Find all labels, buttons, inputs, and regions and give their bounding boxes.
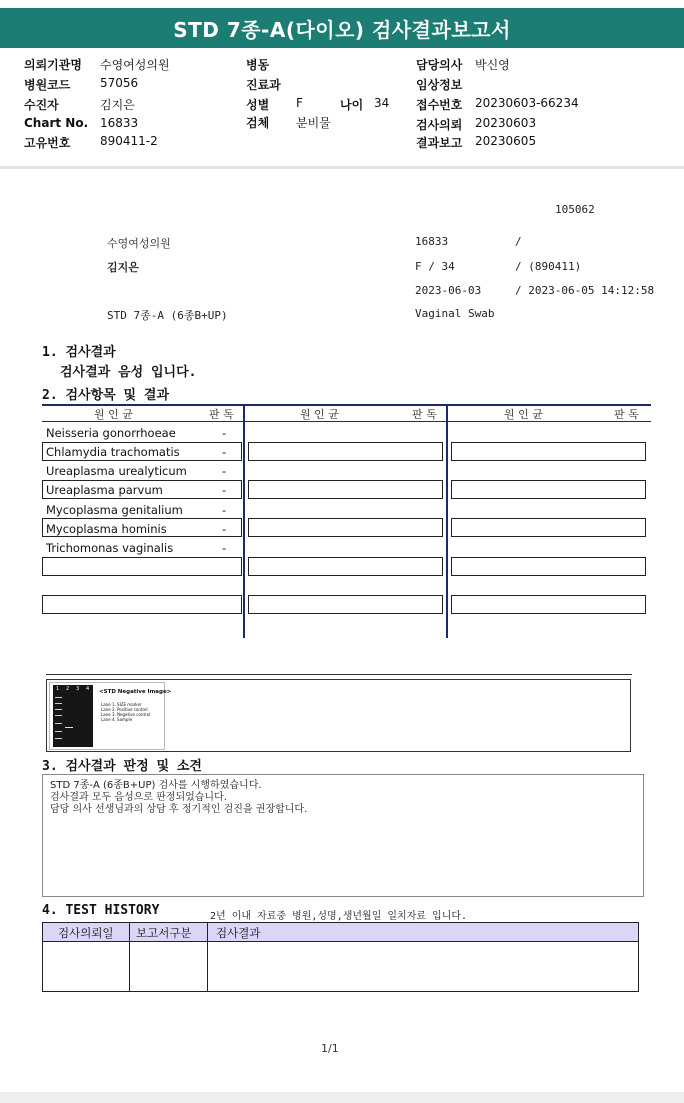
item-name: Mycoplasma genitalium	[46, 503, 183, 517]
gel-band	[55, 715, 62, 716]
history-col-result: 검사결과	[216, 926, 261, 940]
history-divider	[129, 923, 130, 991]
gel-band	[55, 738, 62, 739]
report-title: STD 7종-A(다이오) 검사결과보고서	[0, 8, 684, 48]
row-box	[248, 442, 443, 461]
label-clinic: 수영여성의원	[107, 237, 171, 250]
table-divider-1	[243, 404, 245, 638]
row-box	[451, 480, 646, 499]
col-header-organism-1: 원 인 균	[94, 408, 133, 421]
lane-number: 1	[56, 686, 60, 692]
row-box	[248, 480, 443, 499]
item-result: -	[222, 503, 227, 517]
label-test: STD 7종-A (6종B+UP)	[107, 309, 228, 322]
label-date-reported: / 2023-06-05 14:12:58	[515, 284, 655, 297]
item-name: Neisseria gonorrhoeae	[46, 426, 176, 440]
gel-band	[55, 731, 62, 732]
value-sex: F	[296, 96, 303, 110]
row-box	[451, 557, 646, 576]
gel-band	[65, 727, 73, 728]
gel-top-line	[46, 674, 632, 675]
opinion-text	[43, 775, 643, 816]
col-header-organism-3: 원 인 균	[504, 408, 543, 421]
row-box	[42, 595, 242, 614]
row-box	[248, 595, 443, 614]
label-receipt-no: 접수번호	[416, 98, 463, 112]
row-box	[451, 518, 646, 537]
section1-title: 1. 검사결과	[42, 345, 116, 360]
label-report-date: 결과보고	[416, 136, 463, 150]
label-department: 진료과	[246, 78, 281, 92]
label-request-date: 검사의뢰	[416, 118, 463, 132]
history-divider	[207, 923, 208, 991]
gel-band	[55, 703, 62, 704]
label-sex-age: F / 34	[415, 260, 455, 273]
gel-legend-item: Lane 1. SIZE marker	[101, 702, 142, 707]
history-col-report-type: 보고서구분	[136, 926, 192, 940]
row-box	[451, 442, 646, 461]
col-header-judge-3: 판 독	[614, 408, 639, 421]
label-specimen-type: Vaginal Swab	[415, 307, 495, 320]
label-name: 김지은	[107, 261, 139, 274]
value-doctor: 박신영	[475, 58, 510, 72]
opinion-line: 담당 의사 선생님과의 상담 후 정기적인 검진을 권장합니다.	[50, 804, 308, 815]
lane-number: 4	[86, 686, 90, 692]
table-top-line	[42, 404, 651, 406]
label-specimen: 검체	[246, 116, 270, 130]
label-chart-no: Chart No.	[24, 116, 89, 130]
item-name: Trichomonas vaginalis	[46, 541, 174, 555]
item-name: Mycoplasma hominis	[46, 522, 167, 536]
gel-band	[55, 723, 62, 724]
label-doctor: 담당의사	[416, 58, 463, 72]
history-table	[42, 922, 639, 992]
label-unique-no: 고유번호	[24, 136, 71, 150]
table-divider-2	[446, 404, 448, 638]
lane-number: 2	[66, 686, 70, 692]
label-chart: 16833	[415, 235, 449, 248]
value-hospital-code: 57056	[100, 76, 139, 90]
item-result: -	[222, 464, 227, 478]
item-result: -	[222, 522, 227, 536]
label-slash: /	[515, 235, 522, 248]
gel-band	[55, 697, 62, 698]
row-box	[248, 518, 443, 537]
label-hospital-code: 병원코드	[24, 78, 71, 92]
label-date-received: 2023-06-03	[415, 284, 482, 297]
value-request-date: 20230603	[475, 116, 537, 130]
item-result: -	[222, 483, 227, 497]
section4-note: 2년 이내 자료중 병원,성명,생년월일 일치자료 입니다.	[210, 911, 468, 922]
value-requesting-org: 수영여성의원	[100, 58, 170, 72]
value-chart-no: 16833	[100, 116, 139, 130]
opinion-line: STD 7종-A (6종B+UP) 검사를 시행하였습니다.	[50, 780, 262, 791]
row-box	[248, 557, 443, 576]
row-box	[42, 557, 242, 576]
item-result: -	[222, 541, 227, 555]
label-clinical-info: 임상정보	[416, 78, 463, 92]
item-name: Ureaplasma urealyticum	[46, 464, 187, 478]
value-specimen: 분비물	[296, 116, 331, 130]
page-number: 1/1	[321, 1042, 339, 1055]
gel-band	[55, 709, 62, 710]
value-age: 34	[374, 96, 390, 110]
value-receipt-no: 20230603-66234	[475, 96, 579, 110]
gel-legend-item: Lane 3. Negative control	[101, 712, 151, 717]
history-col-request-date: 검사의뢰일	[58, 926, 114, 940]
table-header-line	[42, 421, 651, 422]
item-name: Chlamydia trachomatis	[46, 445, 180, 459]
col-header-organism-2: 원 인 균	[300, 408, 339, 421]
item-name: Ureaplasma parvum	[46, 483, 163, 497]
opinion-line: 검사결과 모두 음성으로 판정되었습니다.	[50, 792, 227, 803]
section2-title: 2. 검사항목 및 결과	[42, 388, 170, 403]
label-sex: 성별	[246, 98, 270, 112]
gel-image-card	[49, 682, 172, 750]
col-header-judge-2: 판 독	[412, 408, 437, 421]
label-requesting-org: 의뢰기관명	[24, 58, 82, 72]
lane-number: 3	[76, 686, 80, 692]
header-separator	[0, 166, 684, 169]
section3-title: 3. 검사결과 판정 및 소견	[42, 759, 202, 774]
item-result: -	[222, 445, 227, 459]
gel-title: <STD Negative Image>	[99, 689, 172, 695]
value-report-date: 20230605	[475, 134, 537, 148]
page-bottom-bar	[0, 1092, 684, 1103]
gel-legend-item: Lane 2. Positive control	[101, 707, 148, 712]
label-ward: 병동	[246, 58, 270, 72]
section4-title: 4. TEST HISTORY	[42, 903, 160, 918]
value-unique-no: 890411-2	[100, 134, 158, 148]
col-header-judge-1: 판 독	[209, 408, 234, 421]
item-result: -	[222, 426, 227, 440]
gel-legend-item: Lane 4. Sample	[101, 717, 133, 722]
section1-result: 검사결과 음성 입니다.	[60, 365, 197, 380]
row-box	[451, 595, 646, 614]
label-birth: / (890411)	[515, 260, 582, 273]
label-age: 나이	[340, 98, 364, 112]
gel-image	[53, 685, 93, 747]
value-patient: 김지은	[100, 98, 135, 112]
history-header	[43, 923, 638, 942]
label-code: 105062	[555, 203, 595, 216]
opinion-box	[42, 774, 644, 897]
label-patient: 수진자	[24, 98, 59, 112]
